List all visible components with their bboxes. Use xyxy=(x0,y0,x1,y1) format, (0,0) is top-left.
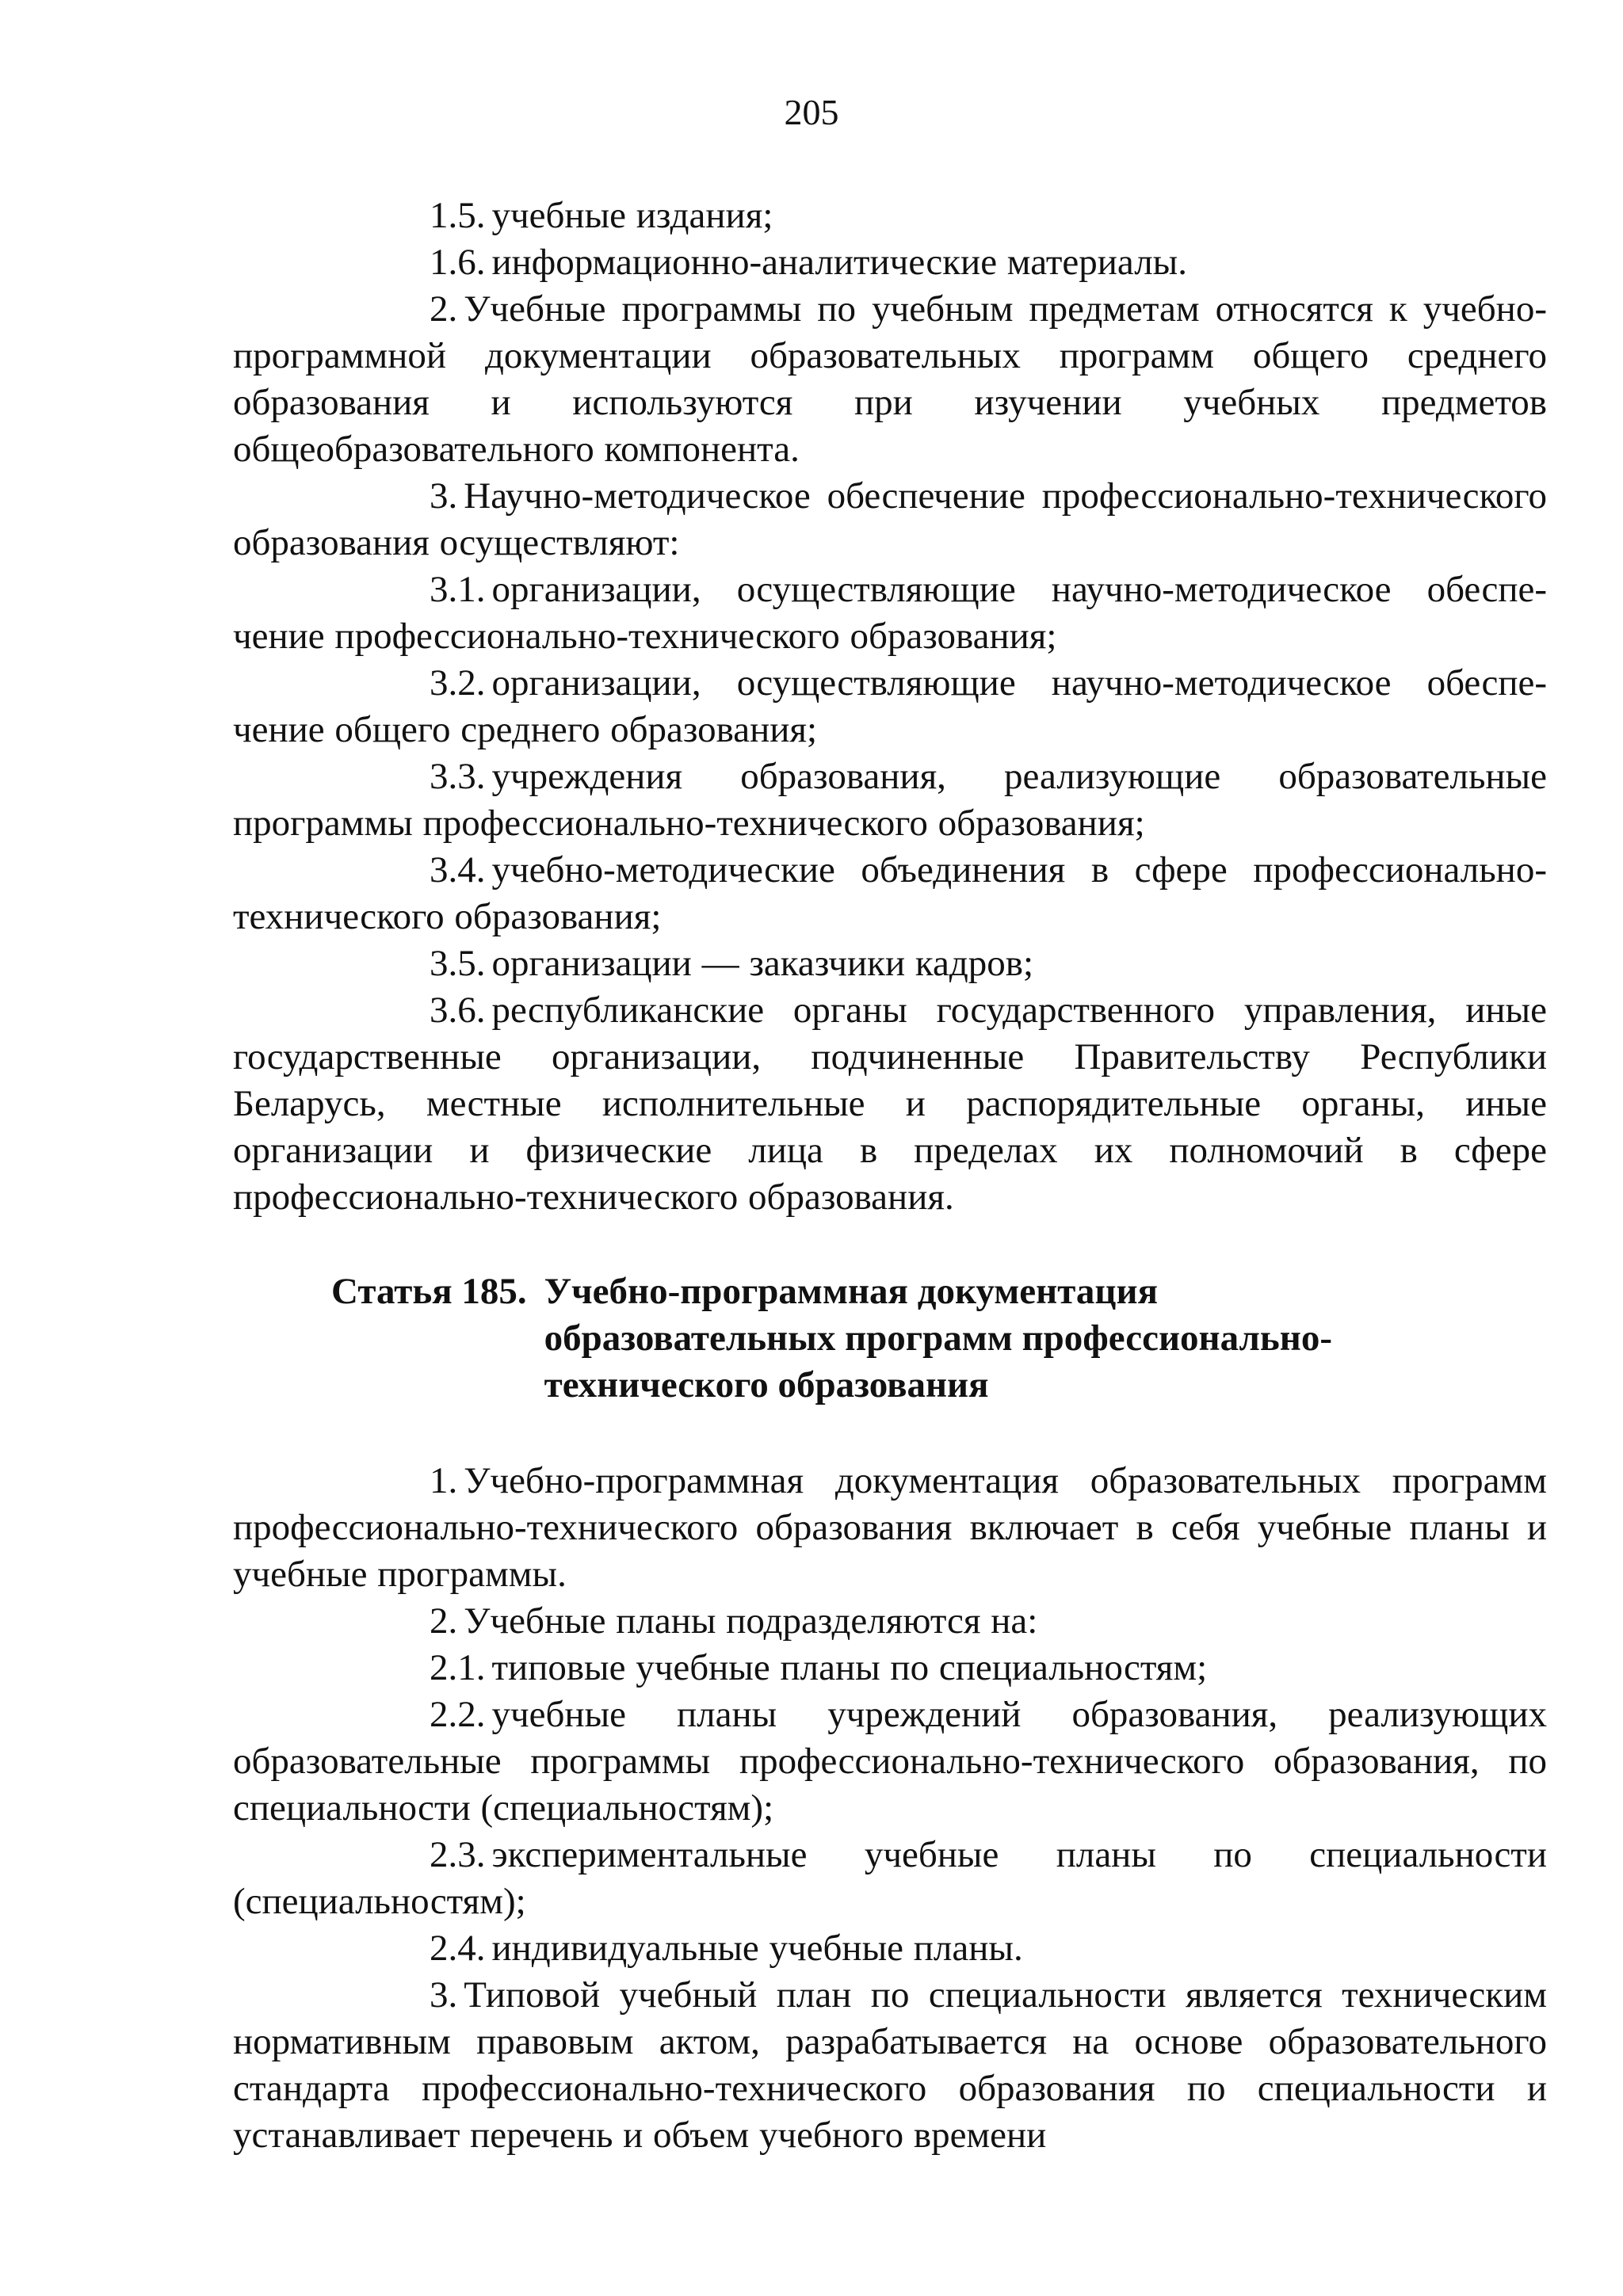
item-text: организации — заказчики кадров; xyxy=(491,943,1034,984)
item-text: индивидуальные учебные планы. xyxy=(491,1928,1023,1969)
item-number: 1.5. xyxy=(430,195,486,236)
item-text: учебные издания; xyxy=(491,195,773,236)
list-item xyxy=(233,286,1547,473)
item-text: организации, осуществляющие научно-методическое обеспечение профессионально-технического образования; xyxy=(233,569,1547,657)
list-item xyxy=(233,1598,1547,1645)
list-item xyxy=(233,1691,1547,1832)
item-number: 2. xyxy=(430,288,458,330)
list-item xyxy=(233,193,1547,239)
item-text: экспериментальные учебные планы по специальности (специальностям); xyxy=(233,1834,1547,1922)
paragraphs-after-article xyxy=(233,1458,1547,2159)
item-text: информационно-аналитические материалы. xyxy=(491,242,1187,283)
item-number: 2.1. xyxy=(430,1647,486,1688)
list-item xyxy=(233,1645,1547,1691)
article-title-line: технического образования xyxy=(544,1364,989,1405)
item-number: 3. xyxy=(430,1974,458,2016)
list-item xyxy=(233,1458,1547,1598)
item-number: 1. xyxy=(430,1460,458,1501)
article-label: Статья 185. xyxy=(331,1271,527,1312)
article-title xyxy=(544,1268,1547,1409)
list-item xyxy=(233,847,1547,940)
item-text: учебные планы учреждений образования, реализующих образовательные программы профессионально-технического образования, по специальности (специальностям); xyxy=(233,1694,1547,1829)
article-title-line: образовательных программ профессионально- xyxy=(544,1318,1332,1359)
article-title-line: Учебно-программная документация xyxy=(544,1271,1158,1312)
list-item xyxy=(233,239,1547,286)
item-text: республиканские органы государственного управления, иные государственные организации, подчиненные Правительству Республики Беларусь, местные исполнительные и распорядительные органы, иные организации и физические лица в пределах их полномочий в сфере профессионально-технического образования. xyxy=(233,990,1547,1218)
item-number: 2. xyxy=(430,1600,458,1642)
item-number: 3.4. xyxy=(430,849,486,891)
paragraphs-before-article xyxy=(233,193,1547,1221)
list-item xyxy=(233,753,1547,847)
list-item xyxy=(233,566,1547,660)
item-text: Научно-методическое обеспечение профессионально-технического образования осуществляют: xyxy=(233,475,1547,563)
document-body xyxy=(233,193,1547,2159)
item-number: 3.1. xyxy=(430,569,486,610)
list-item xyxy=(233,1925,1547,1972)
item-text: Типовой учебный план по специальности является техническим нормативным правовым актом, разрабатывается на основе образовательного стандарта профессионально-технического образования по специальности и устанавливает перечень и объем учебного времени xyxy=(233,1974,1547,2156)
article-heading xyxy=(331,1268,1547,1409)
list-item xyxy=(233,660,1547,753)
list-item xyxy=(233,1832,1547,1925)
item-text: Учебные планы подразделяются на: xyxy=(464,1600,1038,1642)
item-text: учреждения образования, реализующие образовательные программы профессионально-технического образования; xyxy=(233,756,1547,844)
list-item xyxy=(233,940,1547,987)
item-text: типовые учебные планы по специальностям; xyxy=(491,1647,1208,1688)
item-number: 2.2. xyxy=(430,1694,486,1735)
item-number: 3.2. xyxy=(430,662,486,704)
item-number: 3.6. xyxy=(430,990,486,1031)
item-number: 3. xyxy=(430,475,458,517)
page-number: 205 xyxy=(784,92,839,132)
item-number: 3.5. xyxy=(430,943,486,984)
item-text: Учебные программы по учебным предметам относятся к учебно-программной документации образовательных программ общего среднего образования и используются при изучении учебных предметов общеобразовательного компонента. xyxy=(233,288,1547,470)
item-number: 2.3. xyxy=(430,1834,486,1875)
item-text: учебно-методические объединения в сфере профессионально-технического образования; xyxy=(233,849,1547,937)
item-number: 3.3. xyxy=(430,756,486,797)
list-item xyxy=(233,473,1547,566)
list-item xyxy=(233,987,1547,1221)
item-number: 2.4. xyxy=(430,1928,486,1969)
item-number: 1.6. xyxy=(430,242,486,283)
list-item xyxy=(233,1972,1547,2159)
item-text: организации, осуществляющие научно-методическое обеспечение общего среднего образования; xyxy=(233,662,1547,750)
item-text: Учебно-программная документация образовательных программ профессионально-технического образования включает в себя учебные планы и учебные программы. xyxy=(233,1460,1547,1595)
